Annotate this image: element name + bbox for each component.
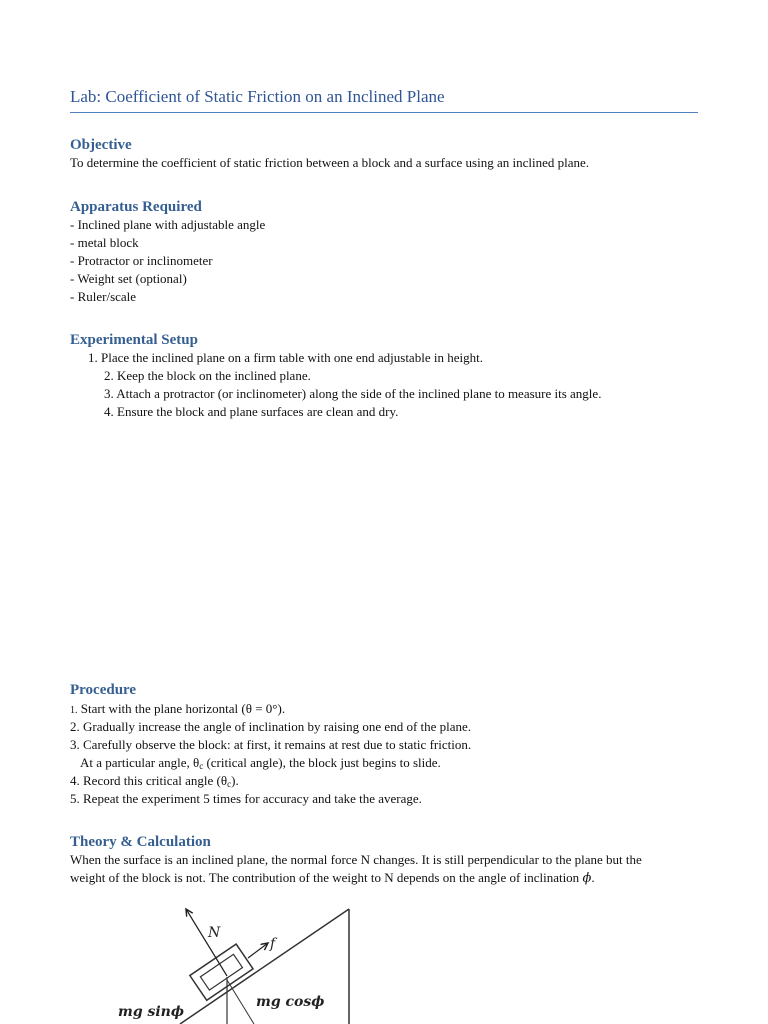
label-N: N bbox=[208, 925, 221, 941]
procedure-step: 5. Repeat the experiment 5 times for accuracy and take the average. bbox=[70, 791, 422, 806]
mgcos-component-line bbox=[227, 980, 254, 1024]
subscript: c bbox=[227, 779, 232, 789]
friction-arrow bbox=[248, 943, 268, 958]
setup-item: 4. Ensure the block and plane surfaces are clean and dry. bbox=[104, 404, 399, 419]
setup-item: 3. Attach a protractor (or inclinometer) along the side of the inclined plane to measure its angle. bbox=[104, 386, 602, 401]
procedure-step bbox=[70, 700, 471, 718]
setup-item: 1. Place the inclined plane on a firm table with one end adjustable in height. bbox=[88, 350, 483, 365]
step-number: 1. bbox=[70, 705, 78, 716]
step-text: At a particular angle, θ bbox=[80, 755, 200, 770]
procedure-step: 2. Gradually increase the angle of inclination by raising one end of the plane. bbox=[70, 719, 472, 734]
apparatus-item: - Ruler/scale bbox=[70, 289, 137, 304]
apparatus-item: - Protractor or inclinometer bbox=[70, 253, 213, 268]
label-mg-cos: mg cosϕ bbox=[256, 994, 325, 1010]
apparatus-list bbox=[70, 216, 265, 306]
objective-heading: Objective bbox=[70, 137, 132, 153]
apparatus-item: - Inclined plane with adjustable angle bbox=[70, 217, 266, 232]
normal-force-arrow bbox=[186, 909, 227, 976]
step-text: ). bbox=[231, 773, 239, 788]
theory-heading: Theory & Calculation bbox=[70, 834, 211, 850]
phi-symbol: ϕ bbox=[582, 871, 592, 886]
step-text: Start with the plane horizontal (θ = 0°). bbox=[77, 701, 286, 716]
theory-line: When the surface is an inclined plane, the normal force N changes. It is still perpendicular to the plane but the bbox=[70, 852, 642, 867]
procedure-step-continued bbox=[70, 754, 471, 772]
block bbox=[190, 944, 253, 1000]
procedure-step: 3. Carefully observe the block: at first, it remains at rest due to static friction. bbox=[70, 737, 472, 752]
setup-list bbox=[88, 349, 601, 421]
apparatus-heading: Apparatus Required bbox=[70, 199, 202, 215]
setup-item: 2. Keep the block on the inclined plane. bbox=[104, 368, 311, 383]
inclined-plane-diagram bbox=[90, 895, 370, 1024]
objective-text: To determine the coefficient of static friction between a block and a surface using an inclined plane. bbox=[70, 155, 590, 170]
procedure-list bbox=[70, 700, 471, 808]
step-text: (critical angle), the block just begins to slide. bbox=[203, 755, 441, 770]
theory-text bbox=[70, 851, 642, 887]
apparatus-item: - metal block bbox=[70, 235, 139, 250]
theory-line bbox=[70, 869, 642, 887]
label-f: f bbox=[270, 936, 276, 952]
period: . bbox=[591, 870, 595, 885]
procedure-heading: Procedure bbox=[70, 682, 137, 698]
setup-heading: Experimental Setup bbox=[70, 332, 198, 348]
theory-line-text: weight of the block is not. The contribution of the weight to N depends on the angle of inclination bbox=[70, 870, 583, 885]
document-title: Lab: Coefficient of Static Friction on an Inclined Plane bbox=[70, 86, 698, 113]
subscript: c bbox=[199, 761, 204, 771]
procedure-step bbox=[70, 772, 471, 790]
label-mg-sin: mg sinϕ bbox=[118, 1004, 185, 1020]
apparatus-item: - Weight set (optional) bbox=[70, 271, 187, 286]
step-text: 4. Record this critical angle (θ bbox=[70, 773, 228, 788]
